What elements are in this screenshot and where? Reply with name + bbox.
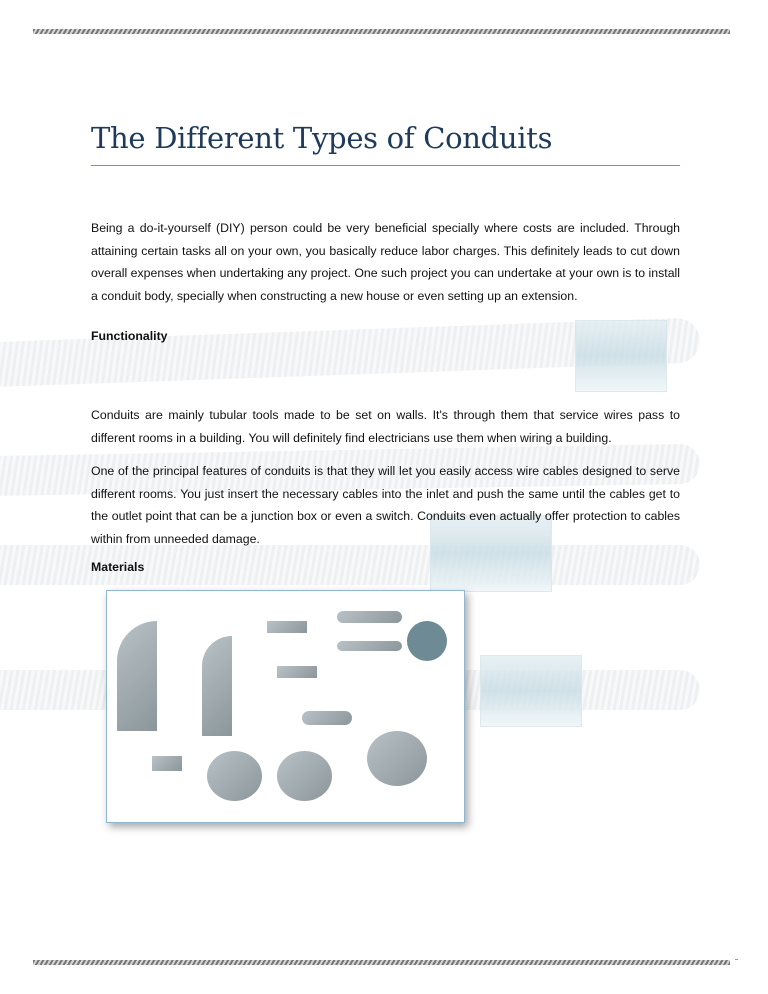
background-fitting-image: [575, 320, 667, 392]
top-border-rope: [33, 29, 730, 34]
junction-box: [207, 751, 262, 801]
heading-materials: Materials: [91, 560, 145, 574]
functionality-paragraph-1: Conduits are mainly tubular tools made to be set on walls. It's through them that service wires pass to different rooms in a building. You will definitely find electricians use them when wiring a building.: [91, 408, 680, 445]
elbow-fitting: [117, 621, 157, 731]
tee-fitting: [277, 666, 317, 678]
intro-paragraph: Being a do-it-yourself (DIY) person could be very beneficial specially where costs are included. Through attaining certain tasks all on your own, you basically reduce labor charges. This definitely leads to cut down overall expenses when undertaking any project. One such project you can undertake at your own is to install a conduit body, specially when constructing a new house or even setting up an extension.: [91, 221, 680, 303]
functionality-paragraph-2: One of the principal features of conduits is that they will let you easily access wire cables designed to serve different rooms. You just insert the necessary cables into the inlet and push the same until the cables get to the outlet point that can be a junction box or even a switch. Conduits even actually offer protection to cables within from unneeded damage.: [91, 464, 680, 546]
heading-functionality: Functionality: [91, 329, 168, 343]
coupler: [152, 756, 182, 771]
pipe-segment: [337, 611, 402, 623]
page-title: The Different Types of Conduits: [91, 121, 553, 155]
junction-box: [367, 731, 427, 786]
elbow-fitting: [202, 636, 232, 736]
pipe-segment: [337, 641, 402, 651]
tee-fitting: [267, 621, 307, 633]
conduit-fittings-photo: [106, 590, 465, 823]
title-underline: [91, 165, 680, 166]
background-fitting-image: [480, 655, 582, 727]
bottom-border-rope: [33, 960, 730, 965]
clip: [302, 711, 352, 725]
junction-box: [277, 751, 332, 801]
page-mark: [735, 959, 738, 960]
screws: [407, 621, 447, 661]
